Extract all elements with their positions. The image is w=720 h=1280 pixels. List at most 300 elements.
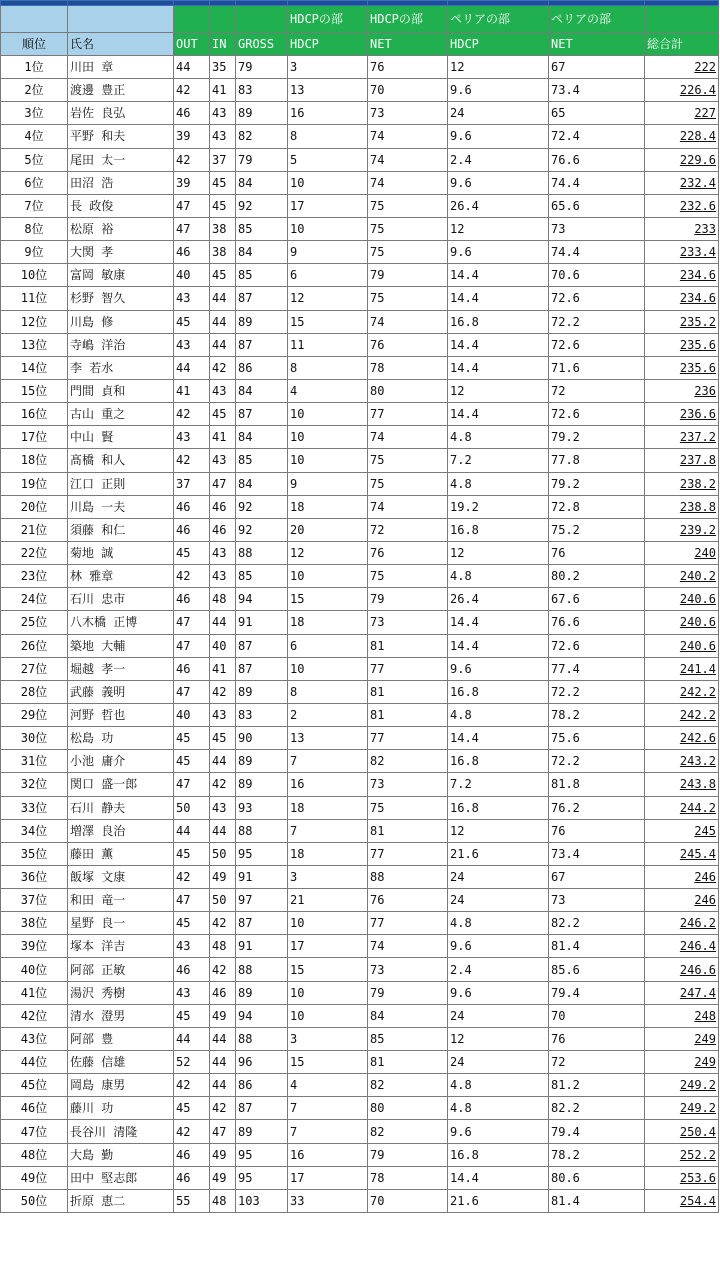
table-row: [1, 217, 719, 240]
total-cell: 249.2: [645, 1074, 719, 1097]
net-cell: 77: [368, 912, 448, 935]
gross-cell: 87: [236, 287, 288, 310]
peoria-net-cell: 81.2: [549, 1074, 645, 1097]
table-row: [1, 79, 719, 102]
gross-cell: 82: [236, 125, 288, 148]
gross-cell: 87: [236, 912, 288, 935]
table-row: [1, 1120, 719, 1143]
peoria-net-cell: 79.4: [549, 981, 645, 1004]
hdcp-cell: 15: [288, 1051, 368, 1074]
total-cell: 227: [645, 102, 719, 125]
net-cell: 74: [368, 171, 448, 194]
name-cell: 川島 一夫: [68, 495, 174, 518]
gross-cell: 89: [236, 102, 288, 125]
hdcp-cell: 7: [288, 750, 368, 773]
total-cell: 239.2: [645, 518, 719, 541]
rank-cell: 15位: [1, 379, 68, 402]
gross-cell: 79: [236, 148, 288, 171]
peoria-net-cell: 74.4: [549, 241, 645, 264]
gross-cell: 88: [236, 819, 288, 842]
net-cell: 70: [368, 1189, 448, 1212]
peoria-hdcp-cell: 16.8: [448, 518, 549, 541]
out-cell: 46: [174, 958, 210, 981]
name-cell: 折原 恵二: [68, 1189, 174, 1212]
peoria-net-cell: 65.6: [549, 194, 645, 217]
peoria-hdcp-cell: 9.6: [448, 1120, 549, 1143]
gross-cell: 79: [236, 56, 288, 79]
peoria-net-cell: 78.2: [549, 703, 645, 726]
peoria-net-cell: 65: [549, 102, 645, 125]
name-cell: 和田 竜一: [68, 889, 174, 912]
total-cell: 226.4: [645, 79, 719, 102]
rank-cell: 34位: [1, 819, 68, 842]
table-row: [1, 1189, 719, 1212]
rank-cell: 22位: [1, 541, 68, 564]
hdcp-cell: 12: [288, 287, 368, 310]
hdcp-cell: 5: [288, 148, 368, 171]
table-row: [1, 1143, 719, 1166]
gross-cell: 90: [236, 727, 288, 750]
header-column-row: [1, 33, 719, 56]
hdcp-cell: 10: [288, 217, 368, 240]
name-cell: 渡邊 豊正: [68, 79, 174, 102]
net-cell: 84: [368, 1004, 448, 1027]
peoria-hdcp-cell: 14.4: [448, 264, 549, 287]
in-cell: 49: [210, 1004, 236, 1027]
total-cell: 232.4: [645, 171, 719, 194]
net-cell: 77: [368, 403, 448, 426]
table-row: [1, 356, 719, 379]
col-in-header: IN: [210, 33, 236, 56]
total-cell: 246: [645, 865, 719, 888]
peoria-hdcp-cell: 4.8: [448, 1074, 549, 1097]
peoria-hdcp-cell: 14.4: [448, 333, 549, 356]
peoria-hdcp-cell: 14.4: [448, 611, 549, 634]
total-cell: 252.2: [645, 1143, 719, 1166]
table-row: [1, 472, 719, 495]
out-cell: 47: [174, 773, 210, 796]
hdcp-cell: 8: [288, 356, 368, 379]
in-cell: 37: [210, 148, 236, 171]
in-cell: 43: [210, 102, 236, 125]
out-cell: 46: [174, 657, 210, 680]
in-cell: 45: [210, 171, 236, 194]
peoria-hdcp-cell: 7.2: [448, 449, 549, 472]
name-cell: 藤川 功: [68, 1097, 174, 1120]
table-row: [1, 518, 719, 541]
total-cell: 238.8: [645, 495, 719, 518]
hdcp-cell: 17: [288, 194, 368, 217]
rank-cell: 48位: [1, 1143, 68, 1166]
out-cell: 44: [174, 56, 210, 79]
total-cell: 254.4: [645, 1189, 719, 1212]
net-cell: 79: [368, 981, 448, 1004]
col-gross-header: GROSS: [236, 33, 288, 56]
total-cell: 249: [645, 1027, 719, 1050]
in-cell: 48: [210, 588, 236, 611]
peoria-hdcp-cell: 24: [448, 1051, 549, 1074]
name-cell: 田沼 浩: [68, 171, 174, 194]
name-cell: 増澤 良治: [68, 819, 174, 842]
peoria-net-cell: 81.4: [549, 935, 645, 958]
out-cell: 44: [174, 356, 210, 379]
gross-cell: 92: [236, 194, 288, 217]
header-blank-cell: [236, 6, 288, 33]
gross-cell: 95: [236, 1143, 288, 1166]
hdcp-cell: 10: [288, 426, 368, 449]
name-cell: 清水 澄男: [68, 1004, 174, 1027]
table-row: [1, 634, 719, 657]
hdcp-cell: 21: [288, 889, 368, 912]
peoria-hdcp-cell: 2.4: [448, 958, 549, 981]
peoria-hdcp-cell: 19.2: [448, 495, 549, 518]
hdcp-cell: 16: [288, 102, 368, 125]
hdcp-cell: 18: [288, 495, 368, 518]
net-cell: 80: [368, 379, 448, 402]
peoria-net-cell: 73: [549, 889, 645, 912]
name-cell: 阿部 豊: [68, 1027, 174, 1050]
out-cell: 40: [174, 264, 210, 287]
hdcp-cell: 8: [288, 125, 368, 148]
gross-cell: 96: [236, 1051, 288, 1074]
total-cell: 242.2: [645, 703, 719, 726]
out-cell: 47: [174, 889, 210, 912]
total-cell: 236.6: [645, 403, 719, 426]
total-cell: 249: [645, 1051, 719, 1074]
out-cell: 42: [174, 565, 210, 588]
out-cell: 50: [174, 796, 210, 819]
peoria-net-cell: 79.2: [549, 472, 645, 495]
table-row: [1, 750, 719, 773]
total-cell: 228.4: [645, 125, 719, 148]
peoria-hdcp-cell: 14.4: [448, 287, 549, 310]
rank-cell: 10位: [1, 264, 68, 287]
name-cell: 林 雅章: [68, 565, 174, 588]
gross-cell: 89: [236, 1120, 288, 1143]
peoria-hdcp-cell: 4.8: [448, 912, 549, 935]
rank-cell: 31位: [1, 750, 68, 773]
name-cell: 富岡 敏康: [68, 264, 174, 287]
hdcp-cell: 3: [288, 1027, 368, 1050]
net-cell: 75: [368, 217, 448, 240]
rank-cell: 21位: [1, 518, 68, 541]
rank-cell: 32位: [1, 773, 68, 796]
peoria-hdcp-cell: 4.8: [448, 472, 549, 495]
peoria-hdcp-cell: 4.8: [448, 1097, 549, 1120]
name-cell: 須藤 和仁: [68, 518, 174, 541]
net-cell: 73: [368, 102, 448, 125]
hdcp-cell: 7: [288, 1097, 368, 1120]
in-cell: 44: [210, 333, 236, 356]
hdcp-cell: 20: [288, 518, 368, 541]
total-cell: 246.6: [645, 958, 719, 981]
in-cell: 47: [210, 1120, 236, 1143]
in-cell: 42: [210, 958, 236, 981]
net-cell: 77: [368, 727, 448, 750]
table-row: [1, 565, 719, 588]
total-cell: 249.2: [645, 1097, 719, 1120]
out-cell: 46: [174, 1143, 210, 1166]
peoria-hdcp-cell: 4.8: [448, 703, 549, 726]
out-cell: 45: [174, 750, 210, 773]
rank-cell: 26位: [1, 634, 68, 657]
total-cell: 233.4: [645, 241, 719, 264]
peoria-hdcp-cell: 24: [448, 102, 549, 125]
rank-cell: 45位: [1, 1074, 68, 1097]
header-blank-cell: [210, 6, 236, 33]
net-cell: 70: [368, 79, 448, 102]
net-cell: 79: [368, 264, 448, 287]
table-row: [1, 865, 719, 888]
table-row: [1, 1074, 719, 1097]
peoria-net-cell: 76: [549, 541, 645, 564]
name-cell: 関口 盛一郎: [68, 773, 174, 796]
name-cell: 江口 正則: [68, 472, 174, 495]
table-row: [1, 1004, 719, 1027]
peoria-hdcp-cell: 2.4: [448, 148, 549, 171]
rank-cell: 27位: [1, 657, 68, 680]
gross-cell: 88: [236, 541, 288, 564]
peoria-hdcp-cell: 12: [448, 541, 549, 564]
peoria-hdcp-cell: 14.4: [448, 403, 549, 426]
net-cell: 82: [368, 1120, 448, 1143]
gross-cell: 84: [236, 379, 288, 402]
peoria-net-cell: 85.6: [549, 958, 645, 981]
table-row: [1, 1051, 719, 1074]
rank-cell: 7位: [1, 194, 68, 217]
total-cell: 246.2: [645, 912, 719, 935]
peoria-net-cell: 81.8: [549, 773, 645, 796]
total-cell: 235.2: [645, 310, 719, 333]
out-cell: 45: [174, 541, 210, 564]
net-cell: 75: [368, 194, 448, 217]
out-cell: 40: [174, 703, 210, 726]
total-cell: 245.4: [645, 842, 719, 865]
total-cell: 250.4: [645, 1120, 719, 1143]
in-cell: 45: [210, 264, 236, 287]
peoria-net-cell: 76.2: [549, 796, 645, 819]
in-cell: 43: [210, 703, 236, 726]
table-row: [1, 680, 719, 703]
peoria-net-cell: 67: [549, 865, 645, 888]
peoria-net-cell: 77.4: [549, 657, 645, 680]
peoria-hdcp-cell: 26.4: [448, 194, 549, 217]
peoria-hdcp-cell: 9.6: [448, 935, 549, 958]
rank-cell: 16位: [1, 403, 68, 426]
name-cell: 大関 孝: [68, 241, 174, 264]
gross-cell: 92: [236, 495, 288, 518]
table-row: [1, 56, 719, 79]
rank-cell: 5位: [1, 148, 68, 171]
in-cell: 43: [210, 541, 236, 564]
net-cell: 74: [368, 125, 448, 148]
peoria-hdcp-cell: 24: [448, 865, 549, 888]
rank-cell: 41位: [1, 981, 68, 1004]
gross-cell: 87: [236, 333, 288, 356]
gross-cell: 89: [236, 750, 288, 773]
table-row: [1, 125, 719, 148]
gross-cell: 84: [236, 241, 288, 264]
name-cell: 寺嶋 洋治: [68, 333, 174, 356]
out-cell: 46: [174, 241, 210, 264]
gross-cell: 87: [236, 634, 288, 657]
total-cell: 242.2: [645, 680, 719, 703]
peoria-net-cell: 77.8: [549, 449, 645, 472]
table-row: [1, 495, 719, 518]
hdcp-cell: 18: [288, 842, 368, 865]
in-cell: 43: [210, 125, 236, 148]
total-cell: 247.4: [645, 981, 719, 1004]
peoria-hdcp-cell: 4.8: [448, 565, 549, 588]
out-cell: 45: [174, 1004, 210, 1027]
net-cell: 80: [368, 1097, 448, 1120]
hdcp-cell: 10: [288, 657, 368, 680]
in-cell: 44: [210, 1027, 236, 1050]
gross-cell: 89: [236, 773, 288, 796]
hdcp-cell: 10: [288, 565, 368, 588]
hdcp-cell: 13: [288, 79, 368, 102]
name-cell: 石川 忠市: [68, 588, 174, 611]
table-row: [1, 426, 719, 449]
name-cell: 湯沢 秀樹: [68, 981, 174, 1004]
hdcp-cell: 10: [288, 171, 368, 194]
peoria-net-cell: 79.2: [549, 426, 645, 449]
peoria-net-cell: 72.2: [549, 750, 645, 773]
in-cell: 47: [210, 472, 236, 495]
table-row: [1, 264, 719, 287]
name-cell: 松原 裕: [68, 217, 174, 240]
rank-cell: 30位: [1, 727, 68, 750]
out-cell: 46: [174, 1166, 210, 1189]
table-row: [1, 102, 719, 125]
out-cell: 47: [174, 634, 210, 657]
table-row: [1, 889, 719, 912]
net-cell: 73: [368, 611, 448, 634]
out-cell: 43: [174, 426, 210, 449]
hdcp-cell: 17: [288, 935, 368, 958]
gross-cell: 85: [236, 264, 288, 287]
name-cell: 川島 修: [68, 310, 174, 333]
hdcp-cell: 10: [288, 449, 368, 472]
net-cell: 75: [368, 241, 448, 264]
out-cell: 39: [174, 125, 210, 148]
name-cell: 小池 庸介: [68, 750, 174, 773]
name-cell: 田中 堅志郎: [68, 1166, 174, 1189]
net-cell: 81: [368, 634, 448, 657]
rank-cell: 4位: [1, 125, 68, 148]
peoria-net-cell: 80.6: [549, 1166, 645, 1189]
net-cell: 74: [368, 148, 448, 171]
hdcp-cell: 12: [288, 541, 368, 564]
peoria-hdcp-cell: 24: [448, 889, 549, 912]
table-row: [1, 241, 719, 264]
peoria-hdcp-cell: 9.6: [448, 657, 549, 680]
in-cell: 44: [210, 750, 236, 773]
rank-cell: 14位: [1, 356, 68, 379]
hdcp-cell: 11: [288, 333, 368, 356]
total-cell: 241.4: [645, 657, 719, 680]
out-cell: 43: [174, 333, 210, 356]
peoria-hdcp-cell: 14.4: [448, 634, 549, 657]
peoria-net-cell: 72.4: [549, 125, 645, 148]
net-cell: 72: [368, 518, 448, 541]
out-cell: 45: [174, 912, 210, 935]
total-cell: 242.6: [645, 727, 719, 750]
in-cell: 50: [210, 842, 236, 865]
table-row: [1, 727, 719, 750]
out-cell: 43: [174, 935, 210, 958]
out-cell: 39: [174, 171, 210, 194]
hdcp-cell: 18: [288, 796, 368, 819]
table-row: [1, 310, 719, 333]
gross-cell: 84: [236, 171, 288, 194]
name-cell: 岩佐 良弘: [68, 102, 174, 125]
col-out-header: OUT: [174, 33, 210, 56]
net-cell: 76: [368, 889, 448, 912]
rank-cell: 23位: [1, 565, 68, 588]
col-name-header: 氏名: [68, 33, 174, 56]
gross-cell: 89: [236, 981, 288, 1004]
in-cell: 44: [210, 310, 236, 333]
hdcp-cell: 10: [288, 981, 368, 1004]
name-cell: 川田 章: [68, 56, 174, 79]
name-cell: 大島 勤: [68, 1143, 174, 1166]
peoria-net-cell: 72.6: [549, 403, 645, 426]
peoria-hdcp-cell: 12: [448, 819, 549, 842]
name-cell: 長 政俊: [68, 194, 174, 217]
name-cell: 飯塚 文康: [68, 865, 174, 888]
in-cell: 48: [210, 935, 236, 958]
out-cell: 42: [174, 79, 210, 102]
table-row: [1, 333, 719, 356]
total-cell: 238.2: [645, 472, 719, 495]
rank-cell: 43位: [1, 1027, 68, 1050]
out-cell: 42: [174, 449, 210, 472]
out-cell: 41: [174, 379, 210, 402]
hdcp-cell: 4: [288, 1074, 368, 1097]
name-cell: 門間 貞和: [68, 379, 174, 402]
rank-cell: 37位: [1, 889, 68, 912]
total-cell: 234.6: [645, 287, 719, 310]
name-cell: 河野 哲也: [68, 703, 174, 726]
in-cell: 45: [210, 194, 236, 217]
in-cell: 43: [210, 796, 236, 819]
out-cell: 44: [174, 819, 210, 842]
out-cell: 44: [174, 1027, 210, 1050]
in-cell: 44: [210, 1051, 236, 1074]
total-cell: 235.6: [645, 356, 719, 379]
peoria-net-cell: 78.2: [549, 1143, 645, 1166]
peoria-net-cell: 81.4: [549, 1189, 645, 1212]
peoria-hdcp-cell: 9.6: [448, 79, 549, 102]
net-cell: 75: [368, 796, 448, 819]
net-cell: 76: [368, 333, 448, 356]
out-cell: 47: [174, 194, 210, 217]
table-row: [1, 703, 719, 726]
in-cell: 44: [210, 611, 236, 634]
rank-cell: 42位: [1, 1004, 68, 1027]
peoria-hdcp-cell: 16.8: [448, 310, 549, 333]
group-peoria-net: ペリアの部: [549, 6, 645, 33]
in-cell: 41: [210, 426, 236, 449]
in-cell: 38: [210, 241, 236, 264]
in-cell: 40: [210, 634, 236, 657]
table-row: [1, 287, 719, 310]
net-cell: 78: [368, 356, 448, 379]
peoria-hdcp-cell: 12: [448, 56, 549, 79]
rank-cell: 40位: [1, 958, 68, 981]
peoria-net-cell: 72.2: [549, 310, 645, 333]
